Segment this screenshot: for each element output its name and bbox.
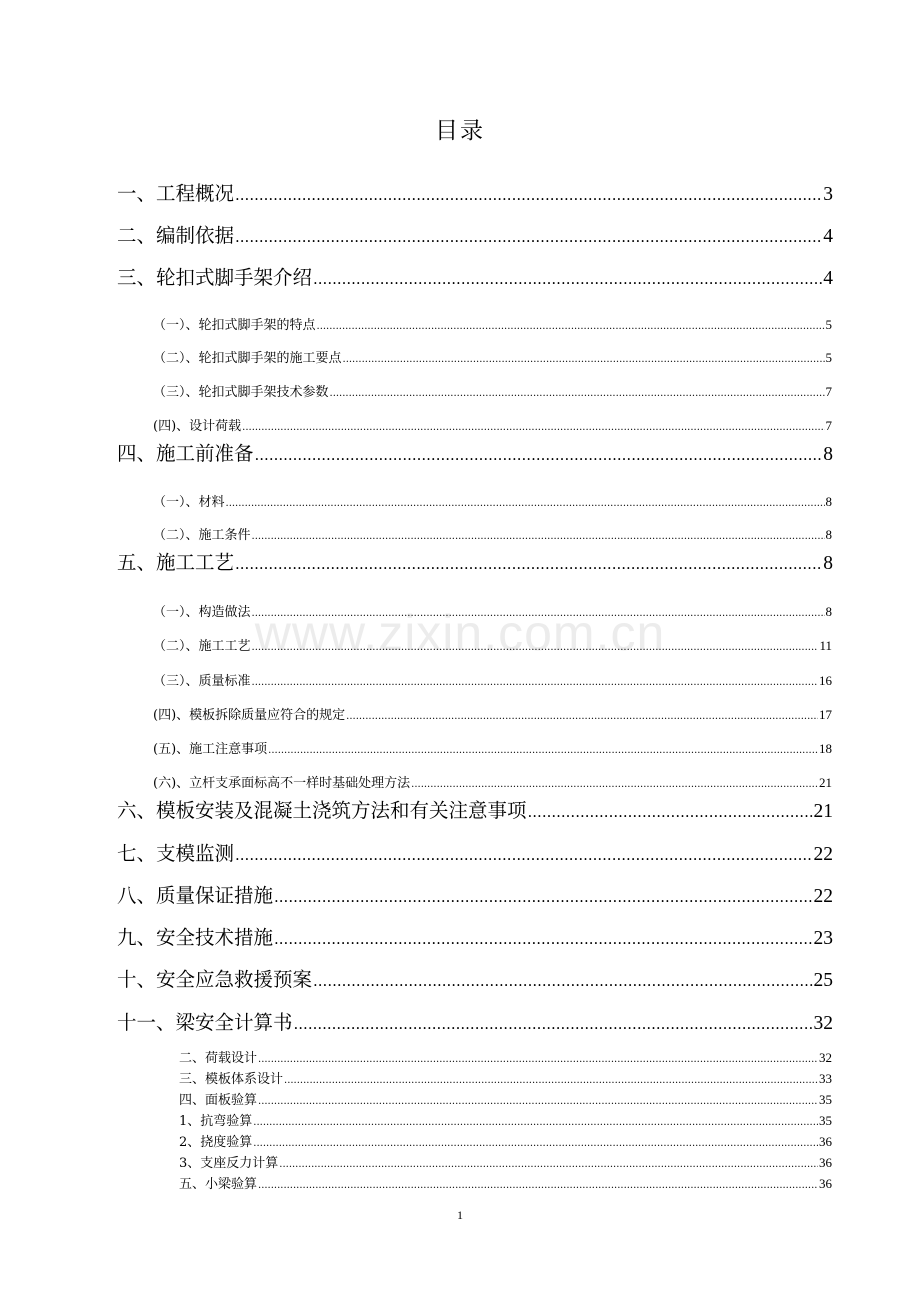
toc-entry-page: 7 bbox=[825, 384, 832, 399]
toc-entry[interactable] bbox=[117, 1007, 833, 1033]
toc-entry-label: 八、质量保证措施 bbox=[117, 884, 274, 907]
toc-entry-label: 三、轮扣式脚手架介绍 bbox=[117, 266, 313, 289]
toc-entry-label: 二、编制依据 bbox=[117, 224, 235, 247]
watermark: www.zixin.com.cn bbox=[254, 605, 666, 661]
toc-entry-page: 11 bbox=[819, 638, 832, 653]
dot-leader bbox=[235, 555, 822, 573]
dot-leader bbox=[258, 1096, 818, 1107]
toc-title: 目录 bbox=[435, 118, 485, 144]
toc-entry-page: 35 bbox=[819, 1092, 832, 1107]
toc-entry-page: 25 bbox=[813, 970, 833, 991]
dot-leader bbox=[274, 888, 812, 906]
toc-subentry[interactable] bbox=[179, 1110, 832, 1127]
toc-entry-page: 8 bbox=[825, 604, 832, 619]
toc-entry-page: 23 bbox=[813, 928, 833, 949]
dot-leader bbox=[226, 498, 825, 509]
dot-leader bbox=[242, 422, 824, 433]
toc-entry-label: (四)、设计荷载 bbox=[153, 419, 242, 434]
toc-entry-label: （一）、材料 bbox=[153, 495, 225, 510]
toc-entry-label: 七、支模监测 bbox=[117, 842, 235, 865]
dot-leader bbox=[411, 779, 818, 790]
toc-subentry[interactable] bbox=[179, 1089, 832, 1106]
toc-entry-page: 8 bbox=[825, 494, 832, 509]
dot-leader bbox=[252, 677, 818, 688]
toc-entry[interactable] bbox=[117, 262, 833, 288]
dot-leader bbox=[346, 711, 818, 722]
toc-entry[interactable] bbox=[117, 964, 833, 990]
toc-entry-page: 5 bbox=[825, 350, 832, 365]
toc-entry-page: 8 bbox=[823, 444, 833, 465]
dot-leader bbox=[253, 1138, 818, 1149]
toc-entry-page: 5 bbox=[825, 317, 832, 332]
toc-entry-label: （三）、质量标准 bbox=[153, 674, 251, 689]
dot-leader bbox=[284, 1075, 818, 1086]
toc-entry-page: 7 bbox=[825, 418, 832, 433]
toc-subentry[interactable] bbox=[153, 347, 832, 365]
toc-entry-label: （三）、轮扣式脚手架技术参数 bbox=[153, 385, 329, 400]
toc-entry-page: 21 bbox=[813, 801, 833, 822]
dot-leader bbox=[294, 1015, 813, 1033]
toc-entry-label: 三、模板体系设计 bbox=[179, 1072, 284, 1087]
toc-subentry[interactable] bbox=[153, 314, 832, 332]
dot-leader bbox=[258, 1054, 818, 1065]
toc-entry-page: 32 bbox=[813, 1013, 833, 1034]
toc-entry[interactable] bbox=[117, 547, 833, 573]
toc-subentry[interactable] bbox=[179, 1152, 832, 1169]
toc-subentry[interactable] bbox=[153, 670, 832, 688]
dot-leader bbox=[313, 972, 812, 990]
toc-entry-label: 六、模板安装及混凝土浇筑方法和有关注意事项 bbox=[117, 799, 527, 822]
dot-leader bbox=[330, 388, 825, 399]
toc-entry-label: （一）、轮扣式脚手架的特点 bbox=[153, 318, 316, 333]
toc-entry-page: 17 bbox=[819, 707, 832, 722]
toc-subentry[interactable] bbox=[153, 738, 832, 756]
toc-entry-page: 36 bbox=[819, 1155, 832, 1170]
dot-leader bbox=[268, 745, 818, 756]
toc-subentry[interactable] bbox=[153, 635, 832, 653]
toc-entry-label: 十一、梁安全计算书 bbox=[117, 1011, 293, 1034]
toc-entry-page: 22 bbox=[813, 844, 833, 865]
toc-subentry[interactable] bbox=[153, 704, 832, 722]
toc-entry[interactable] bbox=[117, 795, 833, 821]
toc-entry-label: 2、挠度验算 bbox=[179, 1135, 253, 1150]
toc-entry-label: （二）、轮扣式脚手架的施工要点 bbox=[153, 351, 342, 366]
toc-entry-label: (五)、施工注意事项 bbox=[153, 742, 268, 757]
toc-subentry[interactable] bbox=[179, 1068, 832, 1085]
toc-entry[interactable] bbox=[117, 838, 833, 864]
dot-leader bbox=[235, 228, 822, 246]
toc-entry-page: 21 bbox=[819, 775, 832, 790]
toc-entry-label: 十、安全应急救援预案 bbox=[117, 968, 313, 991]
toc-entry-label: 五、施工工艺 bbox=[117, 551, 235, 574]
toc-entry-label: （二）、施工条件 bbox=[153, 528, 251, 543]
toc-entry[interactable] bbox=[117, 438, 833, 464]
dot-leader bbox=[279, 1159, 818, 1170]
dot-leader bbox=[313, 270, 822, 288]
dot-leader bbox=[252, 531, 825, 542]
toc-entry-page: 18 bbox=[819, 741, 832, 756]
toc-entry-label: 九、安全技术措施 bbox=[117, 926, 274, 949]
page-number: 1 bbox=[457, 1208, 463, 1222]
dot-leader bbox=[253, 1117, 818, 1128]
toc-subentry[interactable] bbox=[153, 601, 832, 619]
toc-entry-label: 二、荷载设计 bbox=[179, 1051, 258, 1066]
toc-subentry[interactable] bbox=[153, 415, 832, 433]
dot-leader bbox=[252, 642, 819, 653]
toc-entry-label: (六)、立杆支承面标高不一样时基础处理方法 bbox=[153, 776, 411, 791]
toc-entry-page: 32 bbox=[819, 1050, 832, 1065]
toc-subentry[interactable] bbox=[179, 1047, 832, 1064]
toc-entry-label: 3、支座反力计算 bbox=[179, 1156, 279, 1171]
toc-entry-page: 4 bbox=[823, 268, 833, 289]
toc-entry-page: 36 bbox=[819, 1176, 832, 1191]
toc-entry-page: 16 bbox=[819, 673, 832, 688]
toc-entry-label: 四、施工前准备 bbox=[117, 442, 254, 465]
toc-subentry[interactable] bbox=[153, 381, 832, 399]
toc-entry-page: 22 bbox=[813, 886, 833, 907]
toc-entry-label: （二）、施工工艺 bbox=[153, 639, 251, 654]
toc-entry-label: 一、工程概况 bbox=[117, 182, 235, 205]
toc-entry-label: (四)、模板拆除质量应符合的规定 bbox=[153, 708, 346, 723]
toc-subentry[interactable] bbox=[153, 524, 832, 542]
dot-leader bbox=[343, 354, 825, 365]
toc-entry-page: 8 bbox=[825, 527, 832, 542]
toc-entry-label: 五、小梁验算 bbox=[179, 1177, 258, 1192]
toc-subentry[interactable] bbox=[153, 772, 832, 790]
dot-leader bbox=[235, 186, 822, 204]
dot-leader bbox=[235, 846, 812, 864]
toc-entry-page: 4 bbox=[823, 226, 833, 247]
toc-entry-page: 8 bbox=[823, 553, 833, 574]
toc-entry-label: 四、面板验算 bbox=[179, 1093, 258, 1108]
toc-entry[interactable] bbox=[117, 922, 833, 948]
toc-entry-page: 36 bbox=[819, 1134, 832, 1149]
toc-entry-page: 35 bbox=[819, 1113, 832, 1128]
dot-leader bbox=[255, 446, 823, 464]
dot-leader bbox=[528, 803, 813, 821]
toc-entry-page: 33 bbox=[819, 1071, 832, 1086]
toc-subentry[interactable] bbox=[179, 1131, 832, 1148]
toc-subentry[interactable] bbox=[179, 1173, 832, 1190]
toc-entry[interactable] bbox=[117, 220, 833, 246]
toc-entry-label: （一）、构造做法 bbox=[153, 605, 251, 620]
dot-leader bbox=[317, 321, 825, 332]
dot-leader bbox=[252, 608, 825, 619]
dot-leader bbox=[274, 930, 812, 948]
toc-entry-page: 3 bbox=[823, 184, 833, 205]
toc-subentry[interactable] bbox=[153, 491, 832, 509]
toc-entry[interactable] bbox=[117, 880, 833, 906]
toc-entry[interactable] bbox=[117, 178, 833, 204]
toc-entry-label: 1、抗弯验算 bbox=[179, 1114, 253, 1129]
dot-leader bbox=[258, 1180, 818, 1191]
